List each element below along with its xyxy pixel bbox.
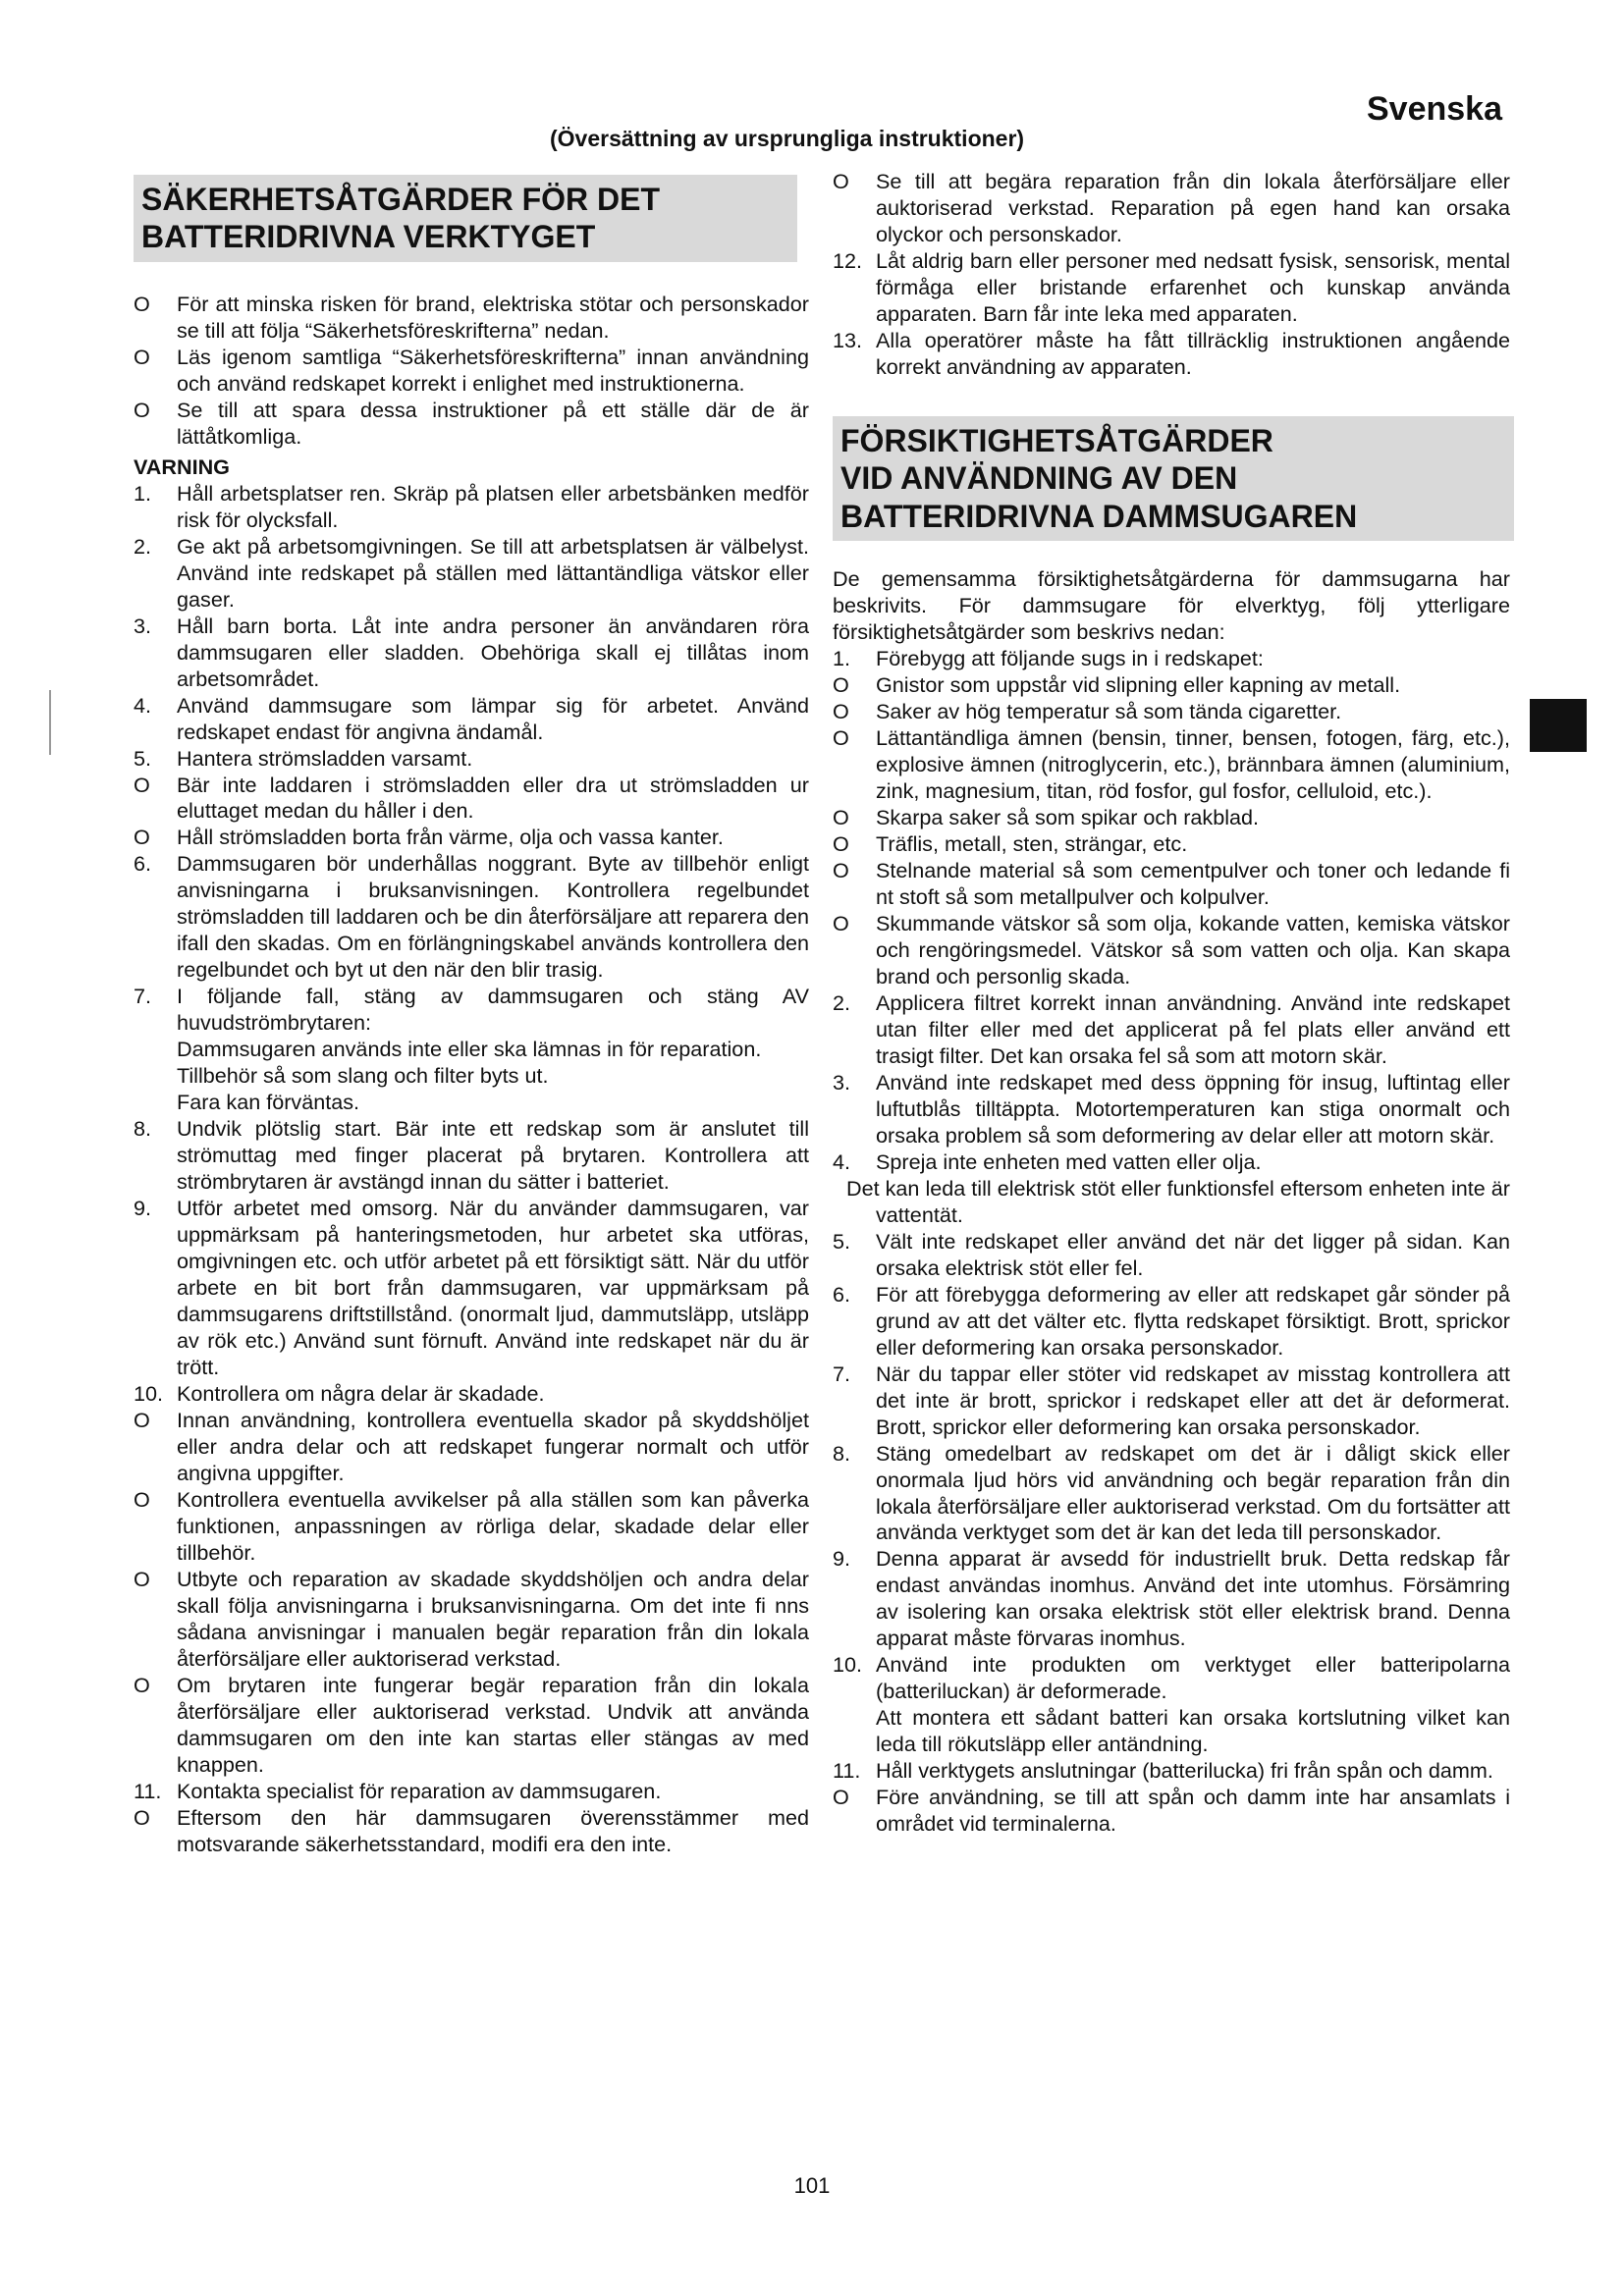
list-item (134, 984, 809, 1037)
list-item (833, 699, 1510, 725)
item-marker (90, 454, 134, 481)
list-item (134, 746, 809, 773)
list-item (833, 1652, 1510, 1705)
item-marker: 4. (134, 692, 152, 718)
item-marker: O (833, 698, 849, 723)
item-text: Hantera strömsladden varsamt. (177, 745, 473, 771)
item-marker: O (134, 1408, 150, 1433)
item-text: Undvik plötslig start. Bär inte ett redskap som är anslutet till strömuttag med finger placerat på brytaren. Kontrollera att strömbrytaren är avstängd innan du sätter i batteriet. (177, 1116, 809, 1195)
item-marker: O (833, 804, 849, 829)
item-marker: O (833, 671, 849, 697)
item-marker: 2. (134, 533, 152, 559)
item-text: Alla operatörer måste ha fått tillräcklig instruktionen angående korrekt användning av apparaten. (876, 327, 1510, 379)
language-tab-marker (1530, 699, 1587, 752)
item-text: Applicera filtret korrekt innan användning. Använd inte redskapet utan filter eller med det applicerat på fel plats eller använd ett trasigt filter. Det kan orsaka fel så som att motorn skär. (876, 989, 1510, 1068)
item-text: Om brytaren inte fungerar begär reparation från din lokala återförsäljare eller auktoriserad verkstad. Undvik att använda dammsugaren om den inte kan startas eller stängas av med knappen. (177, 1672, 809, 1777)
item-marker: O (134, 344, 150, 369)
item-text: I följande fall, stäng av dammsugaren och stäng AV huvudströmbrytaren: (177, 984, 809, 1036)
item-text: Före användning, se till att spån och damm inte har ansamlats i området vid terminalerna. (876, 1785, 1510, 1837)
item-marker: O (833, 724, 849, 750)
item-text: Dammsugaren används inte eller ska lämnas in för reparation. (177, 1037, 762, 1062)
item-text: Gnistor som uppstår vid slipning eller kapning av metall. (876, 671, 1401, 697)
item-text: Läs igenom samtliga “Säkerhetsföreskrifterna” innan användning och använd redskapet korrekt i enlighet med instruktionerna. (177, 344, 809, 396)
right-list-a (833, 646, 1510, 1176)
item-marker: 12. (833, 247, 863, 273)
list-item (134, 1567, 809, 1673)
list-item (134, 1116, 809, 1196)
item-marker: 9. (833, 1546, 851, 1572)
item-marker: O (134, 1804, 150, 1830)
item-text: Låt aldrig barn eller personer med nedsatt fysisk, sensorisk, mental förmåga eller bristande erfarenhet och kunskap använda apparaten. Barn får inte leka med apparaten. (876, 247, 1510, 326)
list-item (833, 1546, 1510, 1652)
list-item (134, 825, 809, 851)
note-paragraph: Det kan leda till elektrisk stöt eller funktionsfel eftersom enheten inte är vattentät. (846, 1175, 1510, 1227)
item-marker: O (833, 830, 849, 856)
item-marker: 1. (833, 646, 851, 670)
list-item (833, 911, 1510, 990)
right-column (833, 169, 1510, 1838)
item-marker: 13. (833, 327, 863, 352)
item-marker: O (134, 825, 150, 850)
item-marker: 7. (833, 1361, 851, 1386)
item-text: Eftersom den här dammsugaren överensstämmer med motsvarande säkerhetsstandard, modifi era den inte. (177, 1804, 809, 1856)
list-item (134, 1090, 809, 1116)
item-text: Håll arbetsplatser ren. Skräp på platsen eller arbetsbänken medför risk för olycksfall. (177, 480, 809, 532)
intro-paragraph: De gemensamma försiktighetsåtgärderna för dammsugarna har beskrivits. För dammsugare för elverktyg, följ ytterligare försiktighetsåtgärder som beskrivs nedan: (833, 566, 1510, 645)
item-marker: 10. (134, 1381, 164, 1407)
item-text: Fara kan förväntas. (177, 1090, 360, 1115)
list-item (833, 990, 1510, 1070)
item-text: Använd inte produkten om verktyget eller batteripolarna (batteriluckan) är deformerade. (876, 1652, 1510, 1704)
list-item (134, 345, 809, 398)
list-item (833, 1149, 1510, 1176)
item-text: Bär inte laddaren i strömsladden eller dra ut strömsladden ur eluttaget medan du håller i den. (177, 772, 809, 824)
list-item (833, 1758, 1510, 1785)
list-item (833, 646, 1510, 672)
item-text: Tillbehör så som slang och filter byts ut. (177, 1063, 549, 1089)
item-text: Att montera ett sådant batteri kan orsaka kortslutning vilket kan leda till rökutsläpp eller antändning. (876, 1705, 1510, 1757)
item-marker: O (134, 772, 150, 797)
item-text: Kontrollera om några delar är skadade. (177, 1381, 545, 1407)
list-item (134, 1408, 809, 1487)
list-item (833, 831, 1510, 858)
item-marker: 8. (833, 1440, 851, 1466)
margin-mark (49, 690, 51, 755)
translation-note: (Översättning av ursprungliga instruktioner) (550, 126, 1025, 151)
list-item (134, 773, 809, 826)
item-marker: 1. (134, 480, 152, 506)
list-item (833, 725, 1510, 805)
language-label: Svenska (1367, 90, 1502, 128)
item-marker: 7. (134, 984, 152, 1009)
item-marker: 3. (134, 613, 152, 638)
item-text: Håll verktygets anslutningar (batterilucka) fri från spån och damm. (876, 1758, 1493, 1784)
list-item (833, 1785, 1510, 1838)
item-marker: O (833, 910, 849, 935)
item-text: Kontakta specialist för reparation av dammsugaren. (177, 1778, 662, 1803)
list-item (134, 693, 809, 746)
item-text: Skummande vätskor så som olja, kokande vatten, kemiska vätskor och rengöringsmedel. Vätskor så som vatten och olja. Kan skapa brand och personlig skada. (876, 910, 1510, 988)
list-item (833, 248, 1510, 328)
item-marker: O (134, 291, 150, 316)
list-item (833, 169, 1510, 248)
list-item (833, 858, 1510, 911)
item-text: VARNING (134, 454, 230, 479)
item-marker: 8. (134, 1116, 152, 1142)
list-item (134, 1779, 809, 1805)
item-text: Stelnande material så som cementpulver och toner och ledande fi nt stoft så som metallpulver och kolpulver. (876, 857, 1510, 909)
item-text: Dammsugaren bör underhållas noggrant. Byte av tillbehör enligt anvisningarna i bruksanvisningen. Kontrollera regelbundet strömsladden till laddaren och be din återförsäljare att reparera den ifall den skadas. Om en förlängningskabel används kontrollera den regelbundet och byt ut den när den blir trasig. (177, 851, 809, 983)
item-marker: O (134, 1487, 150, 1513)
item-marker: 6. (833, 1281, 851, 1307)
item-marker (833, 1705, 876, 1758)
item-marker: 2. (833, 989, 851, 1015)
item-text: Förebygg att följande sugs in i redskapet: (876, 646, 1264, 670)
item-marker: O (134, 1672, 150, 1697)
item-text: Använd dammsugare som lämpar sig för arbetet. Använd redskapet endast för angivna ändamål. (177, 692, 809, 744)
left-section-heading: SÄKERHETSÅTGÄRDER FÖR DET BATTERIDRIVNA VERKTYGET (134, 175, 797, 262)
item-text: Se till att begära reparation från din lokala återförsäljare eller auktoriserad verkstad. Reparation på egen hand kan orsaka olyckor och personskador. (876, 169, 1510, 246)
list-item (833, 1229, 1510, 1282)
list-item (134, 614, 809, 693)
item-marker: 5. (833, 1228, 851, 1254)
list-item (134, 534, 809, 614)
list-item (833, 672, 1510, 699)
list-item (134, 1037, 809, 1063)
item-text: Saker av hög temperatur så som tända cigaretter. (876, 698, 1342, 723)
list-item (134, 1196, 809, 1381)
item-text: För att förebygga deformering av eller att redskapet går sönder på grund av att det välter etc. flytta redskapet försiktigt. Brott, sprickor eller deformering kan orsaka personskador. (876, 1281, 1510, 1360)
item-marker (134, 1037, 177, 1063)
list-item (833, 1070, 1510, 1149)
item-text: Träflis, metall, sten, strängar, etc. (876, 830, 1188, 856)
item-text: Stäng omedelbart av redskapet om det är i dåligt skick eller onormala ljud hörs vid användning och begär reparation från din lokala återförsäljare eller auktoriserad verkstad. Om du fortsätter att använda verktyget som det är kan det leda till personskador. (876, 1440, 1510, 1545)
right-top-list (833, 169, 1510, 381)
item-marker: 9. (134, 1196, 152, 1221)
list-item (833, 1705, 1510, 1758)
item-text: Spreja inte enheten med vatten eller olja. (876, 1148, 1262, 1174)
list-item (134, 1381, 809, 1408)
item-text: Innan användning, kontrollera eventuella skador på skyddshöljet eller andra delar och att redskapet fungerar normalt och utför angivna uppgifter. (177, 1408, 809, 1486)
item-marker (134, 1090, 177, 1116)
item-text: Håll barn borta. Låt inte andra personer än användaren röra dammsugaren eller sladden. Obehöriga skall ej tillåtas inom arbetsområdet. (177, 613, 809, 691)
list-item (90, 454, 809, 481)
item-text: Kontrollera eventuella avvikelser på alla ställen som kan påverka funktionen, anpassningen av rörliga delar, skadade delar eller tillbehör. (177, 1487, 809, 1566)
item-marker: O (833, 1785, 849, 1810)
item-marker: 11. (134, 1778, 162, 1803)
list-item (833, 1362, 1510, 1441)
item-marker: 4. (833, 1148, 851, 1174)
item-marker: 11. (833, 1758, 861, 1784)
item-text: När du tappar eller stöter vid redskapet av misstag kontrollera att det inte är brott, sprickor i redskapet eller att det är deformerat. Brott, sprickor eller deformering kan orsaka personskador. (876, 1361, 1510, 1439)
item-marker (134, 1063, 177, 1090)
item-text: Se till att spara dessa instruktioner på ett ställe där de är lättåtkomliga. (177, 397, 809, 449)
item-marker: O (134, 1567, 150, 1592)
list-item (833, 805, 1510, 831)
list-item (134, 1673, 809, 1779)
item-text: För att minska risken för brand, elektriska stötar och personskador se till att följa “Säkerhetsföreskrifterna” nedan. (177, 291, 809, 343)
list-item (134, 481, 809, 534)
item-text: Håll strömsladden borta från värme, olja och vassa kanter. (177, 825, 724, 850)
item-marker: O (833, 169, 849, 193)
item-marker: 3. (833, 1069, 851, 1095)
item-text: Denna apparat är avsedd för industriellt bruk. Detta redskap får endast användas inomhus. Använd det inte utomhus. Försämring av isolering kan orsaka elektrisk stöt eller elektrisk brand. Denna apparat måste förvaras inomhus. (876, 1546, 1510, 1651)
right-list-b (833, 1229, 1510, 1839)
item-marker: 6. (134, 851, 152, 877)
item-marker: 10. (833, 1652, 863, 1678)
item-text: Skarpa saker så som spikar och rakblad. (876, 804, 1260, 829)
item-text: Utför arbetet med omsorg. När du använder dammsugaren, var uppmärksam på hanteringsmetoden, hur arbetet ska utföras, omgivningen etc. och utför arbetet på ett försiktigt sätt. När du utför arbete en bit bort från dammsugaren, var uppmärksam på dammsugarens driftstillstånd. (onormalt ljud, dammutsläpp, utsläpp av rök etc.) Använd sunt förnuft. Använd inte redskapet när du är trött. (177, 1196, 809, 1380)
list-item (134, 1063, 809, 1090)
item-marker: O (833, 857, 849, 882)
list-item (833, 1441, 1510, 1547)
left-column (134, 169, 809, 1858)
item-marker: O (134, 397, 150, 422)
page-number: 101 (793, 2173, 831, 2198)
item-text: Lättantändliga ämnen (bensin, tinner, bensen, fotogen, färg, etc.), explosive ämnen (nitroglycerin, etc.), brännbara ämnen (aluminium, zink, magnesium, titan, röd fosfor, gul fosfor, celluloid, etc.). (876, 724, 1510, 803)
list-item (134, 398, 809, 451)
item-text: Använd inte redskapet med dess öppning för insug, luftintag eller luftutblås tilltäppta. Motortemperaturen kan stiga onormalt och orsaka problem så som deformering av delar eller att motorn skär. (876, 1069, 1510, 1148)
list-item (134, 1487, 809, 1567)
item-text: Vält inte redskapet eller använd det när det ligger på sidan. Kan orsaka elektrisk stöt eller fel. (876, 1228, 1510, 1280)
list-item (134, 851, 809, 984)
list-item (134, 1805, 809, 1858)
left-list (134, 292, 809, 1858)
list-item (833, 328, 1510, 381)
item-marker: 5. (134, 745, 152, 771)
right-section-heading: FÖRSIKTIGHETSÅTGÄRDER VID ANVÄNDNING AV DEN BATTERIDRIVNA DAMMSUGAREN (833, 416, 1514, 541)
item-text: Utbyte och reparation av skadade skyddshöljen och andra delar skall följa anvisningarna i bruksanvisningarna. Om det inte fi nns sådana anvisningar i manualen begär reparation från din lokala återförsäljare eller auktoriserad verkstad. (177, 1567, 809, 1671)
list-item (833, 1282, 1510, 1362)
item-text: Ge akt på arbetsomgivningen. Se till att arbetsplatsen är välbelyst. Använd inte redskapet på ställen med lättantändliga vätskor eller gaser. (177, 533, 809, 612)
list-item (134, 292, 809, 345)
